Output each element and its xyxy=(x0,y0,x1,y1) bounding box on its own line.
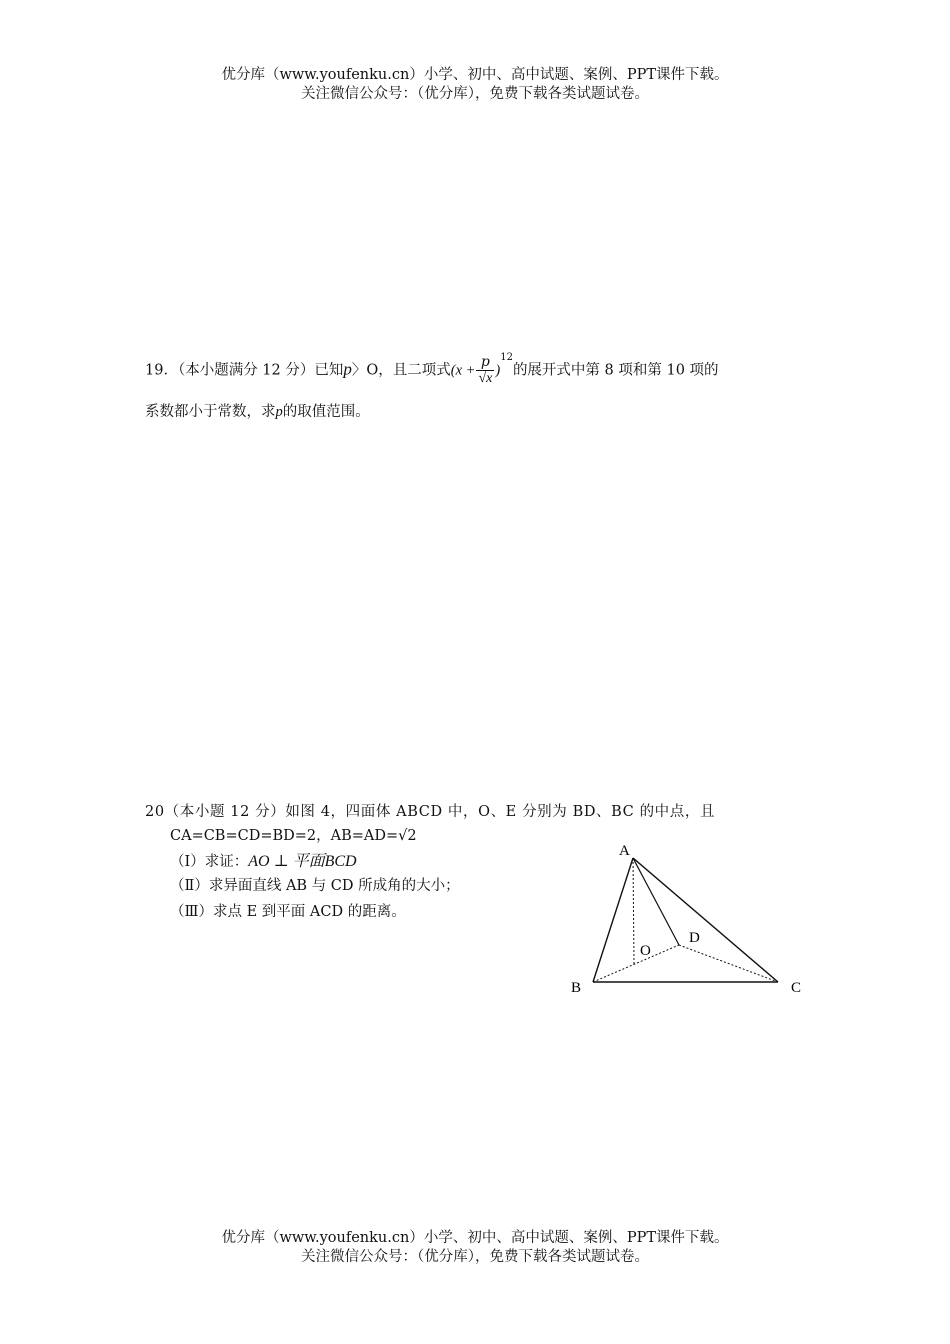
q19-frac-numerator: p xyxy=(480,354,490,370)
header-line-1: 优分库（www.youfenku.cn）小学、初中、高中试题、案例、PPT课件下载。 xyxy=(221,67,729,83)
q20-part1-label: （Ⅰ）求证： xyxy=(170,854,249,870)
question-19-line-1 xyxy=(145,352,719,386)
tetrahedron-figure xyxy=(560,835,820,1005)
q19-suffix: 的展开式中第 8 项和第 10 项的 xyxy=(512,362,719,379)
q19-gt-zero: 〉O xyxy=(351,362,379,379)
q19-line2-b: 的取值范围。 xyxy=(282,404,370,420)
question-20-part-3: （Ⅲ）求点 E 到平面 ACD 的距离。 xyxy=(170,904,406,920)
edge-ac xyxy=(633,858,778,982)
q19-line2-p: p xyxy=(275,404,283,420)
question-20-part-2: （Ⅱ）求异面直线 AB 与 CD 所成角的大小； xyxy=(170,878,460,894)
q19-frac-denominator: √x xyxy=(478,371,493,386)
question-20-part-1 xyxy=(170,848,357,871)
q20-sqrt2: √2 xyxy=(398,828,417,844)
page-footer xyxy=(0,1229,950,1267)
point-label-o: O xyxy=(640,943,651,959)
q19-prefix: 19．（本小题满分 12 分）已知 xyxy=(145,362,344,379)
question-19-line-2 xyxy=(145,400,370,421)
edge-bd-hidden xyxy=(593,945,679,982)
question-20-line-1: 20（本小题 12 分）如图 4，四面体 ABCD 中，O、E 分别为 BD、BC 的中点，且 xyxy=(145,804,716,820)
header-line-2: 关注微信公众号：（优分库），免费下载各类试题试卷。 xyxy=(301,86,649,102)
q19-fraction xyxy=(476,355,494,386)
vertex-label-a: A xyxy=(619,843,630,859)
edge-ab xyxy=(593,858,633,982)
edge-dc-hidden xyxy=(679,945,778,982)
q20-conditions: CA=CB=CD=BD=2，AB=AD= xyxy=(170,828,399,844)
q19-line2-a: 系数都小于常数，求 xyxy=(145,404,276,420)
question-20-line-2 xyxy=(170,824,417,845)
edge-ad xyxy=(633,858,679,945)
footer-line-1: 优分库（www.youfenku.cn）小学、初中、高中试题、案例、PPT课件下载。 xyxy=(221,1230,729,1246)
page-header xyxy=(0,66,950,104)
segment-ao-hidden xyxy=(633,858,634,964)
q19-exponent: 12 xyxy=(500,352,513,363)
vertex-label-c: C xyxy=(791,980,802,996)
q19-mid: ，且二项式 xyxy=(378,362,451,379)
vertex-label-b: B xyxy=(571,980,582,996)
q19-p-variable: p xyxy=(343,359,352,379)
q20-part1-math: AO ⊥ 平面BCD xyxy=(248,853,357,870)
q19-open-paren: (x + xyxy=(450,362,476,379)
vertex-label-d: D xyxy=(689,930,700,946)
q19-close-paren: ) xyxy=(495,362,501,379)
footer-line-2: 关注微信公众号：（优分库），免费下载各类试题试卷。 xyxy=(301,1249,649,1265)
